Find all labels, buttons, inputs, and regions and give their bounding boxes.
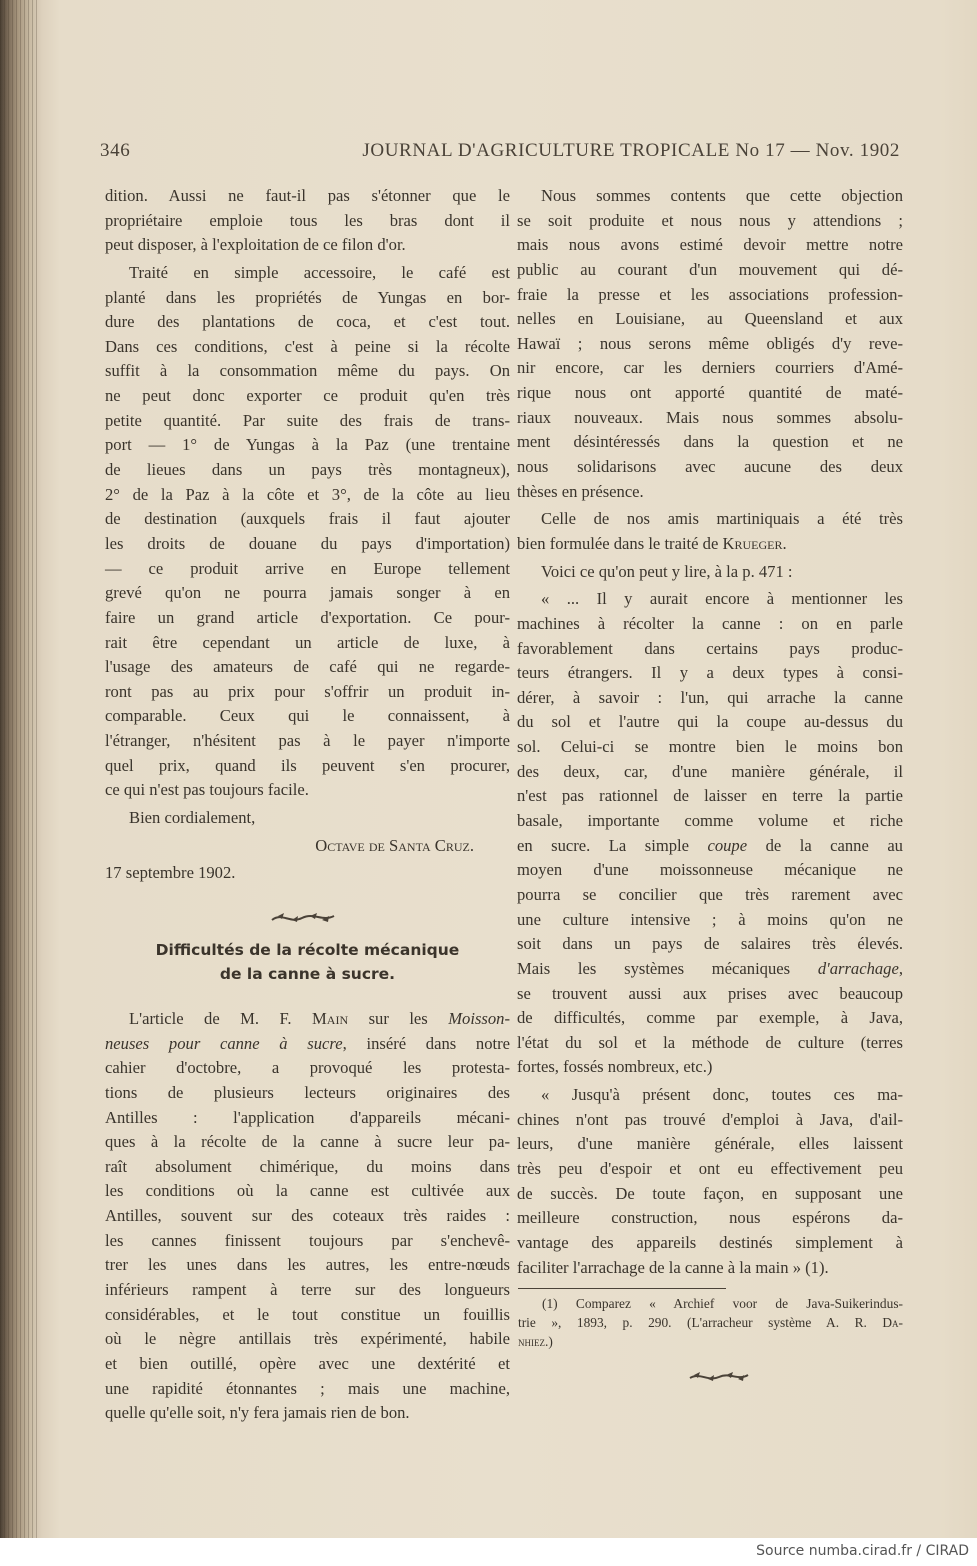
text-line: se trouvent aussi aux prises avec beaucoup [517, 983, 903, 1003]
article-heading [105, 938, 510, 986]
text-line: public au courant d'un mouvement qui dé- [517, 259, 903, 279]
footnote-rule [518, 1288, 726, 1289]
text-line: Voici ce qu'on peut y lire, à la p. 471 : [541, 561, 793, 581]
text-line: faciliter l'arrachage de la canne à la main » (1). [517, 1257, 829, 1277]
text-line: sol. Celui-ci se montre bien le moins bon [517, 737, 903, 757]
text-line [105, 1007, 510, 1032]
text-segment: sur les [348, 1009, 449, 1028]
text-segment: en sucre. La simple [517, 835, 708, 855]
text-line [518, 1313, 903, 1332]
text-line: comparable. Ceux qui le connaissent, à [105, 706, 510, 726]
paragraph [517, 560, 903, 585]
text-line: l'usage des amateurs de café qui ne regarde- [105, 657, 510, 677]
text-line: Antilles, souvent sur des coteaux très raides : [105, 1206, 510, 1226]
text-line: « Jusqu'à présent donc, toutes ces ma- [541, 1085, 903, 1105]
text-line: rait être cependant un article de luxe, à [105, 632, 510, 652]
text-line: peut disposer, à l'exploitation de ce filon d'or. [105, 235, 406, 255]
text-line: fortes, fossés nombreux, etc.) [517, 1057, 713, 1077]
text-line: n'est pas rationnel de laisser en terre la partie [517, 786, 903, 806]
heading-line: de la canne à sucre. [219, 965, 396, 983]
text-line: grevé qu'on ne pourra jamais songer à en [105, 583, 510, 603]
text-line: dérer, à savoir : l'un, qui arrache la canne [517, 687, 903, 707]
text-segment: trie », 1893, p. 290. (L'arracheur système A. R. [518, 1315, 883, 1330]
text-segment: Mais les systèmes mécaniques [517, 958, 818, 978]
text-line: de destination (auxquels frais il faut ajouter [105, 509, 510, 529]
source-credit: Source numba.cirad.fr / CIRAD [756, 1543, 969, 1559]
text-line: petite quantité. Par suite des frais de trans- [105, 410, 510, 430]
italic-text: neuses pour canne à sucre [105, 1033, 343, 1053]
text-line: trer les unes dans les autres, les entre-nœuds [105, 1255, 510, 1275]
text-line: raît absolument chimérique, du moins dans [105, 1156, 510, 1176]
text-segment: L'article de M. F. [129, 1009, 313, 1028]
text-line [517, 957, 903, 982]
text-line: une rapidité étonnantes ; mais une machine, [105, 1378, 510, 1398]
text-line: les cannes finissent toujours par s'enchevê- [105, 1230, 510, 1250]
text-line: chines n'ont pas trouvé d'emploi à Java, d'ail- [517, 1109, 903, 1129]
text-line: ques à la récolte de la canne à sucre leur pa- [105, 1132, 510, 1152]
text-line: mais nous avons estimé devoir mettre notre [517, 235, 903, 255]
paragraph [105, 184, 510, 258]
left-column-article [105, 1007, 510, 1426]
text-segment: , inséré dans notre [342, 1033, 510, 1053]
text-line: (1) Comparez « Archief voor de Java-Suikerindus- [542, 1296, 903, 1311]
text-line: leurs, d'une manière générale, elles laissent [517, 1134, 903, 1154]
text-line: de succès. De toute façon, en supposant une [517, 1183, 903, 1203]
text-line: les conditions où la canne est cultivée aux [105, 1181, 510, 1201]
paragraph [105, 261, 510, 803]
text-line: favorablement dans certains pays produc- [517, 638, 903, 658]
text-line: Celle de nos amis martiniquais a été très [541, 509, 903, 529]
small-caps-text: nhiez. [518, 1334, 549, 1349]
small-caps-text: Octave de Santa Cruz. [315, 835, 474, 855]
text-line: propriétaire emploie tous les bras dont il [105, 210, 510, 230]
text-line: ne peut donc exporter ce produit qu'en très [105, 386, 510, 406]
text-line: soit dans un pays de salaires très élevés. [517, 934, 903, 954]
small-caps-text: Krueger. [722, 533, 787, 553]
text-line: Traité en simple accessoire, le café est [129, 262, 510, 282]
paragraph [105, 1007, 510, 1426]
book-edge [0, 0, 40, 1538]
text-line: suffit à la consommation même du pays. On [105, 361, 510, 381]
text-line: et bien outillé, opère avec une dextérité et [105, 1353, 510, 1373]
text-line: riaux nouveaux. Mais nous sommes absolu- [517, 407, 903, 427]
text-line: du sol et l'autre qui la coupe au-dessus du [517, 712, 903, 732]
text-segment: bien formulée dans le traité de [517, 533, 723, 553]
text-line: Bien cordialement, [129, 808, 256, 828]
text-line: tions de plusieurs lecteurs originaires des [105, 1082, 510, 1102]
small-caps-text: Main [312, 1009, 349, 1028]
text-line: ce qui n'est pas toujours facile. [105, 780, 309, 800]
italic-text: coupe [707, 835, 748, 855]
text-line: ment désintéressés dans la question et ne [517, 432, 903, 452]
text-line: nous solidarisons avec aucune des deux [517, 457, 903, 477]
text-line: Hawaï ; nous serons même obligés d'y reve- [517, 333, 903, 353]
text-line: nir encore, car les derniers courriers d'Amé- [517, 358, 903, 378]
text-line: quel prix, quand ils peuvent s'en procurer, [105, 755, 510, 775]
text-line: 17 septembre 1902. [105, 863, 236, 883]
text-line [517, 532, 903, 557]
text-line: Nous sommes contents que cette objection [541, 186, 903, 205]
paragraph [105, 806, 510, 831]
text-line [518, 1332, 903, 1351]
italic-text: d'arrachage [817, 958, 899, 978]
heading-line: Difficultés de la récolte mécanique [155, 941, 460, 959]
text-line: inférieurs rampent à terre sur des longueurs [105, 1280, 510, 1300]
running-header [100, 140, 900, 166]
right-column [517, 184, 903, 1280]
page-number: 346 [100, 140, 131, 161]
text-line: — ce produit arrive en Europe tellement [105, 558, 510, 578]
paragraph [517, 507, 903, 556]
text-segment: de la canne au [747, 835, 903, 855]
text-line: se soit produite et nous nous y attendions ; [517, 210, 903, 230]
text-line: cahier d'octobre, a provoqué les protesta- [105, 1058, 510, 1078]
text-line: l'état du sol et la méthode de culture (terres [517, 1032, 903, 1052]
text-line: vantage des appareils destinés simplement à [517, 1232, 903, 1252]
text-line: planté dans les propriétés de Yungas en bor- [105, 287, 510, 307]
ornament-icon [270, 910, 336, 926]
text-line: port — 1° de Yungas à la Paz (une trentaine [105, 435, 510, 455]
text-line: fraie la presse et les associations profession- [517, 284, 903, 304]
text-line: nelles en Louisiane, au Queensland et aux [517, 309, 903, 329]
text-line: considérables, et le tout constitue un fouillis [105, 1304, 510, 1324]
small-caps-text: Da- [882, 1315, 903, 1330]
paragraph [105, 861, 510, 886]
ornament-icon [688, 1370, 750, 1384]
text-line: machines à récolter la canne : on en parle [517, 613, 903, 633]
text-line: les droits de douane du pays d'importation) [105, 533, 510, 553]
text-line: rique nous ont apporté quantité de maté- [517, 383, 903, 403]
text-line: basale, importante comme volume et riche [517, 811, 903, 831]
text-line: ront pas au prix pour s'offrir un produit in- [105, 681, 510, 701]
paragraph [517, 587, 903, 1080]
text-line [105, 834, 510, 859]
paragraph [105, 834, 510, 859]
text-line: des deux, car, d'une manière générale, il [517, 761, 903, 781]
text-line: moyen d'une moissonneuse mécanique ne [517, 860, 903, 880]
text-line: meilleure construction, nous espérons da- [517, 1208, 903, 1228]
text-line [517, 834, 903, 859]
text-line: Antilles : l'application d'appareils mécani- [105, 1107, 510, 1127]
text-line: 2° de la Paz à la côte et 3°, de la côte au lieu [105, 484, 510, 504]
text-segment: , [898, 958, 903, 978]
footnote [518, 1294, 903, 1351]
text-line: une culture intensive ; à moins qu'on ne [517, 909, 903, 929]
text-line: pourra se concilier que très rarement avec [517, 884, 903, 904]
text-line: où le nègre antillais très expérimenté, habile [105, 1329, 510, 1349]
journal-title: JOURNAL D'AGRICULTURE TROPICALE No 17 — Nov. 1902 [362, 140, 900, 161]
text-line: de difficultés, comme par exemple, à Java, [517, 1008, 903, 1028]
text-line: « ... Il y aurait encore à mentionner les [541, 589, 903, 609]
text-line: teurs étrangers. Il y a deux types à consi- [517, 663, 903, 683]
text-line: l'étranger, n'hésitent pas à le payer n'importe [105, 731, 510, 751]
text-segment: ) [548, 1334, 553, 1349]
paragraph [517, 1083, 903, 1280]
text-line: Dans ces conditions, c'est à peine si la récolte [105, 336, 510, 356]
left-column-letter [105, 184, 510, 886]
text-line: dure des plantations de coca, et c'est tout. [105, 312, 510, 332]
text-line: quelle qu'elle soit, n'y fera jamais rien de bon. [105, 1403, 410, 1423]
italic-text: Moisson- [448, 1009, 510, 1028]
text-line: thèses en présence. [517, 481, 644, 501]
text-line [105, 1032, 510, 1057]
text-line: très peu d'espoir et ont eu effectivement peu [517, 1158, 903, 1178]
paragraph [517, 184, 903, 504]
text-line: dition. Aussi ne faut-il pas s'étonner que le [105, 186, 510, 205]
text-line: de lieues dans un pays très montagneux), [105, 460, 510, 480]
text-line: faire un grand article d'exportation. Ce pour- [105, 607, 510, 627]
